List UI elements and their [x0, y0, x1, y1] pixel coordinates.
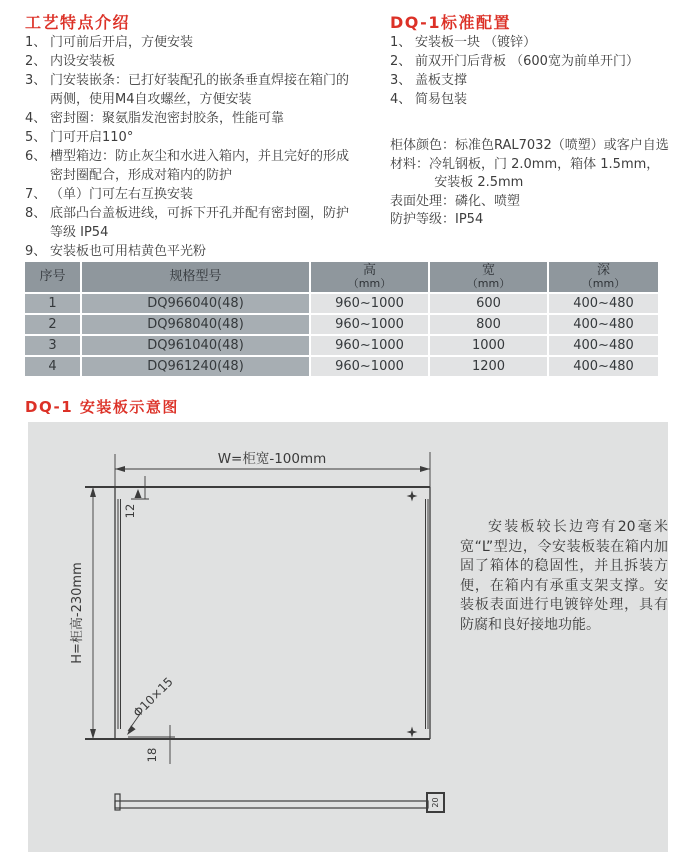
table-row: [25, 357, 658, 376]
bottom-offset-label: 18: [145, 747, 159, 763]
top-offset-label: 12: [123, 503, 137, 519]
item-text: 安装板也可用桔黄色平光粉: [50, 244, 207, 259]
col-header-height: 高 （mm）: [311, 262, 428, 292]
cell-width: 800: [430, 315, 547, 334]
item-number: 4、: [25, 111, 47, 126]
feature-item: [25, 109, 349, 128]
item-text: 安装板一块 （镀锌）: [415, 35, 537, 50]
cell-model: DQ961040(48): [82, 336, 309, 355]
cell-width: 1000: [430, 336, 547, 355]
item-text: 密封圈：聚氨脂发泡密封胶条，性能可靠: [50, 111, 285, 126]
left-bend-line: [118, 499, 121, 729]
note-paragraph: 安装板较长边弯有20毫米宽“L”型边，令安装板装在箱内加固了箱体的稳固性，并且拆装方便，在箱内有承重支架支撑。安装板表面进行电镀锌处理，具有防腐和良好接地功能。: [460, 519, 668, 633]
cell-depth: 400~480: [549, 294, 658, 313]
arrow-up: [90, 487, 96, 497]
profile-bar: [115, 801, 428, 808]
item-number: 2、: [390, 54, 412, 69]
feature-item: [25, 128, 349, 147]
feature-item: [25, 185, 349, 204]
cell-width: 600: [430, 294, 547, 313]
item-text: 底部凸台盖板进线，可拆下开孔并配有密封圈，防护等级 IP54: [50, 206, 350, 240]
feature-item: [25, 147, 349, 185]
item-text: 槽型箱边：防止灰尘和水进入箱内，并且完好的形成密封圈配合，形成对箱内的防护: [50, 149, 350, 183]
features-title: 工艺特点介绍: [25, 13, 131, 32]
item-number: 3、: [390, 73, 412, 88]
width-dim-label: W=柜宽-100mm: [217, 451, 327, 467]
item-text: 门可前后开启，方便安装: [50, 35, 194, 50]
col-header-width: 宽 （mm）: [430, 262, 547, 292]
config-item: [390, 90, 672, 109]
feature-item: [25, 52, 349, 71]
cell-depth: 400~480: [549, 315, 658, 334]
item-text: 前双开门后背板 （600宽为前单开门）: [415, 54, 639, 69]
cell-height: 960~1000: [311, 315, 428, 334]
slot-dim-label: Φ10×15: [130, 674, 176, 720]
detail-line-ip: 防护等级：IP54: [390, 212, 484, 227]
col-header-depth: 深 （mm）: [549, 262, 658, 292]
diagram-panel: [28, 422, 668, 852]
spec-table: [23, 260, 660, 378]
feature-item: [25, 204, 349, 242]
cell-index: 3: [25, 336, 80, 355]
item-number: 9、: [25, 244, 47, 259]
config-details: [390, 137, 675, 230]
item-number: 2、: [25, 54, 47, 69]
mounting-hole-cross-bottom-right: [407, 727, 418, 738]
cell-height: 960~1000: [311, 336, 428, 355]
item-number: 6、: [25, 149, 47, 164]
cell-model: DQ966040(48): [82, 294, 309, 313]
config-title: DQ-1标准配置: [390, 13, 511, 32]
cell-index: 2: [25, 315, 80, 334]
table-row: [25, 294, 658, 313]
cell-index: 1: [25, 294, 80, 313]
item-text: 盖板支撑: [415, 73, 468, 88]
config-item: [390, 52, 672, 71]
cell-height: 960~1000: [311, 357, 428, 376]
item-number: 3、: [25, 73, 47, 88]
config-list: [390, 33, 672, 109]
cell-depth: 400~480: [549, 357, 658, 376]
feature-item: [25, 242, 349, 261]
col-header-model: 规格型号: [82, 262, 309, 292]
cell-width: 1200: [430, 357, 547, 376]
table-row: [25, 336, 658, 355]
bend-width-label: 20: [431, 797, 440, 808]
diagram-title: DQ-1 安装板示意图: [25, 398, 179, 416]
item-number: 1、: [390, 35, 412, 50]
cell-height: 960~1000: [311, 294, 428, 313]
cell-depth: 400~480: [549, 336, 658, 355]
mounting-hole-cross-top-right: [407, 491, 418, 502]
config-item: [390, 71, 672, 90]
item-number: 5、: [25, 130, 47, 145]
detail-line-material: 材料：冷轧钢板，门 2.0mm，箱体 1.5mm，: [390, 156, 660, 172]
item-text: 简易包装: [415, 92, 468, 107]
item-number: 1、: [25, 35, 47, 50]
item-number: 4、: [390, 92, 412, 107]
arrow-right: [420, 466, 430, 472]
height-dim-label: H=柜高-230mm: [70, 562, 85, 664]
right-bend-line: [426, 499, 429, 729]
arrow-offset-12: [135, 489, 142, 498]
table-header-row: [25, 262, 658, 292]
arrow-down: [90, 729, 96, 739]
item-text: 门安装嵌条：已打好装配孔的嵌条垂直焊接在箱门的两侧，使用M4自攻螺丝，方便安装: [50, 73, 350, 107]
col-header-index: 序号: [25, 262, 80, 292]
config-item: [390, 33, 672, 52]
item-text: 内设安装板: [50, 54, 116, 69]
arrow-left: [115, 466, 125, 472]
detail-line-color: 柜体颜色：标准色RAL7032（喷塑）或客户自选: [390, 138, 669, 153]
feature-item: [25, 33, 349, 52]
item-text: （单）门可左右互换安装: [50, 187, 194, 202]
cell-model: DQ961240(48): [82, 357, 309, 376]
cell-index: 4: [25, 357, 80, 376]
table-row: [25, 315, 658, 334]
feature-item: [25, 71, 349, 109]
cell-model: DQ968040(48): [82, 315, 309, 334]
detail-line-plate: 安装板 2.5mm: [434, 175, 524, 190]
features-list: [25, 33, 349, 261]
technical-drawing: [28, 422, 668, 852]
item-number: 7、: [25, 187, 47, 202]
detail-line-surface: 表面处理：磷化、喷塑: [390, 193, 521, 209]
item-text: 门可开启110°: [50, 130, 134, 145]
item-number: 8、: [25, 206, 47, 221]
